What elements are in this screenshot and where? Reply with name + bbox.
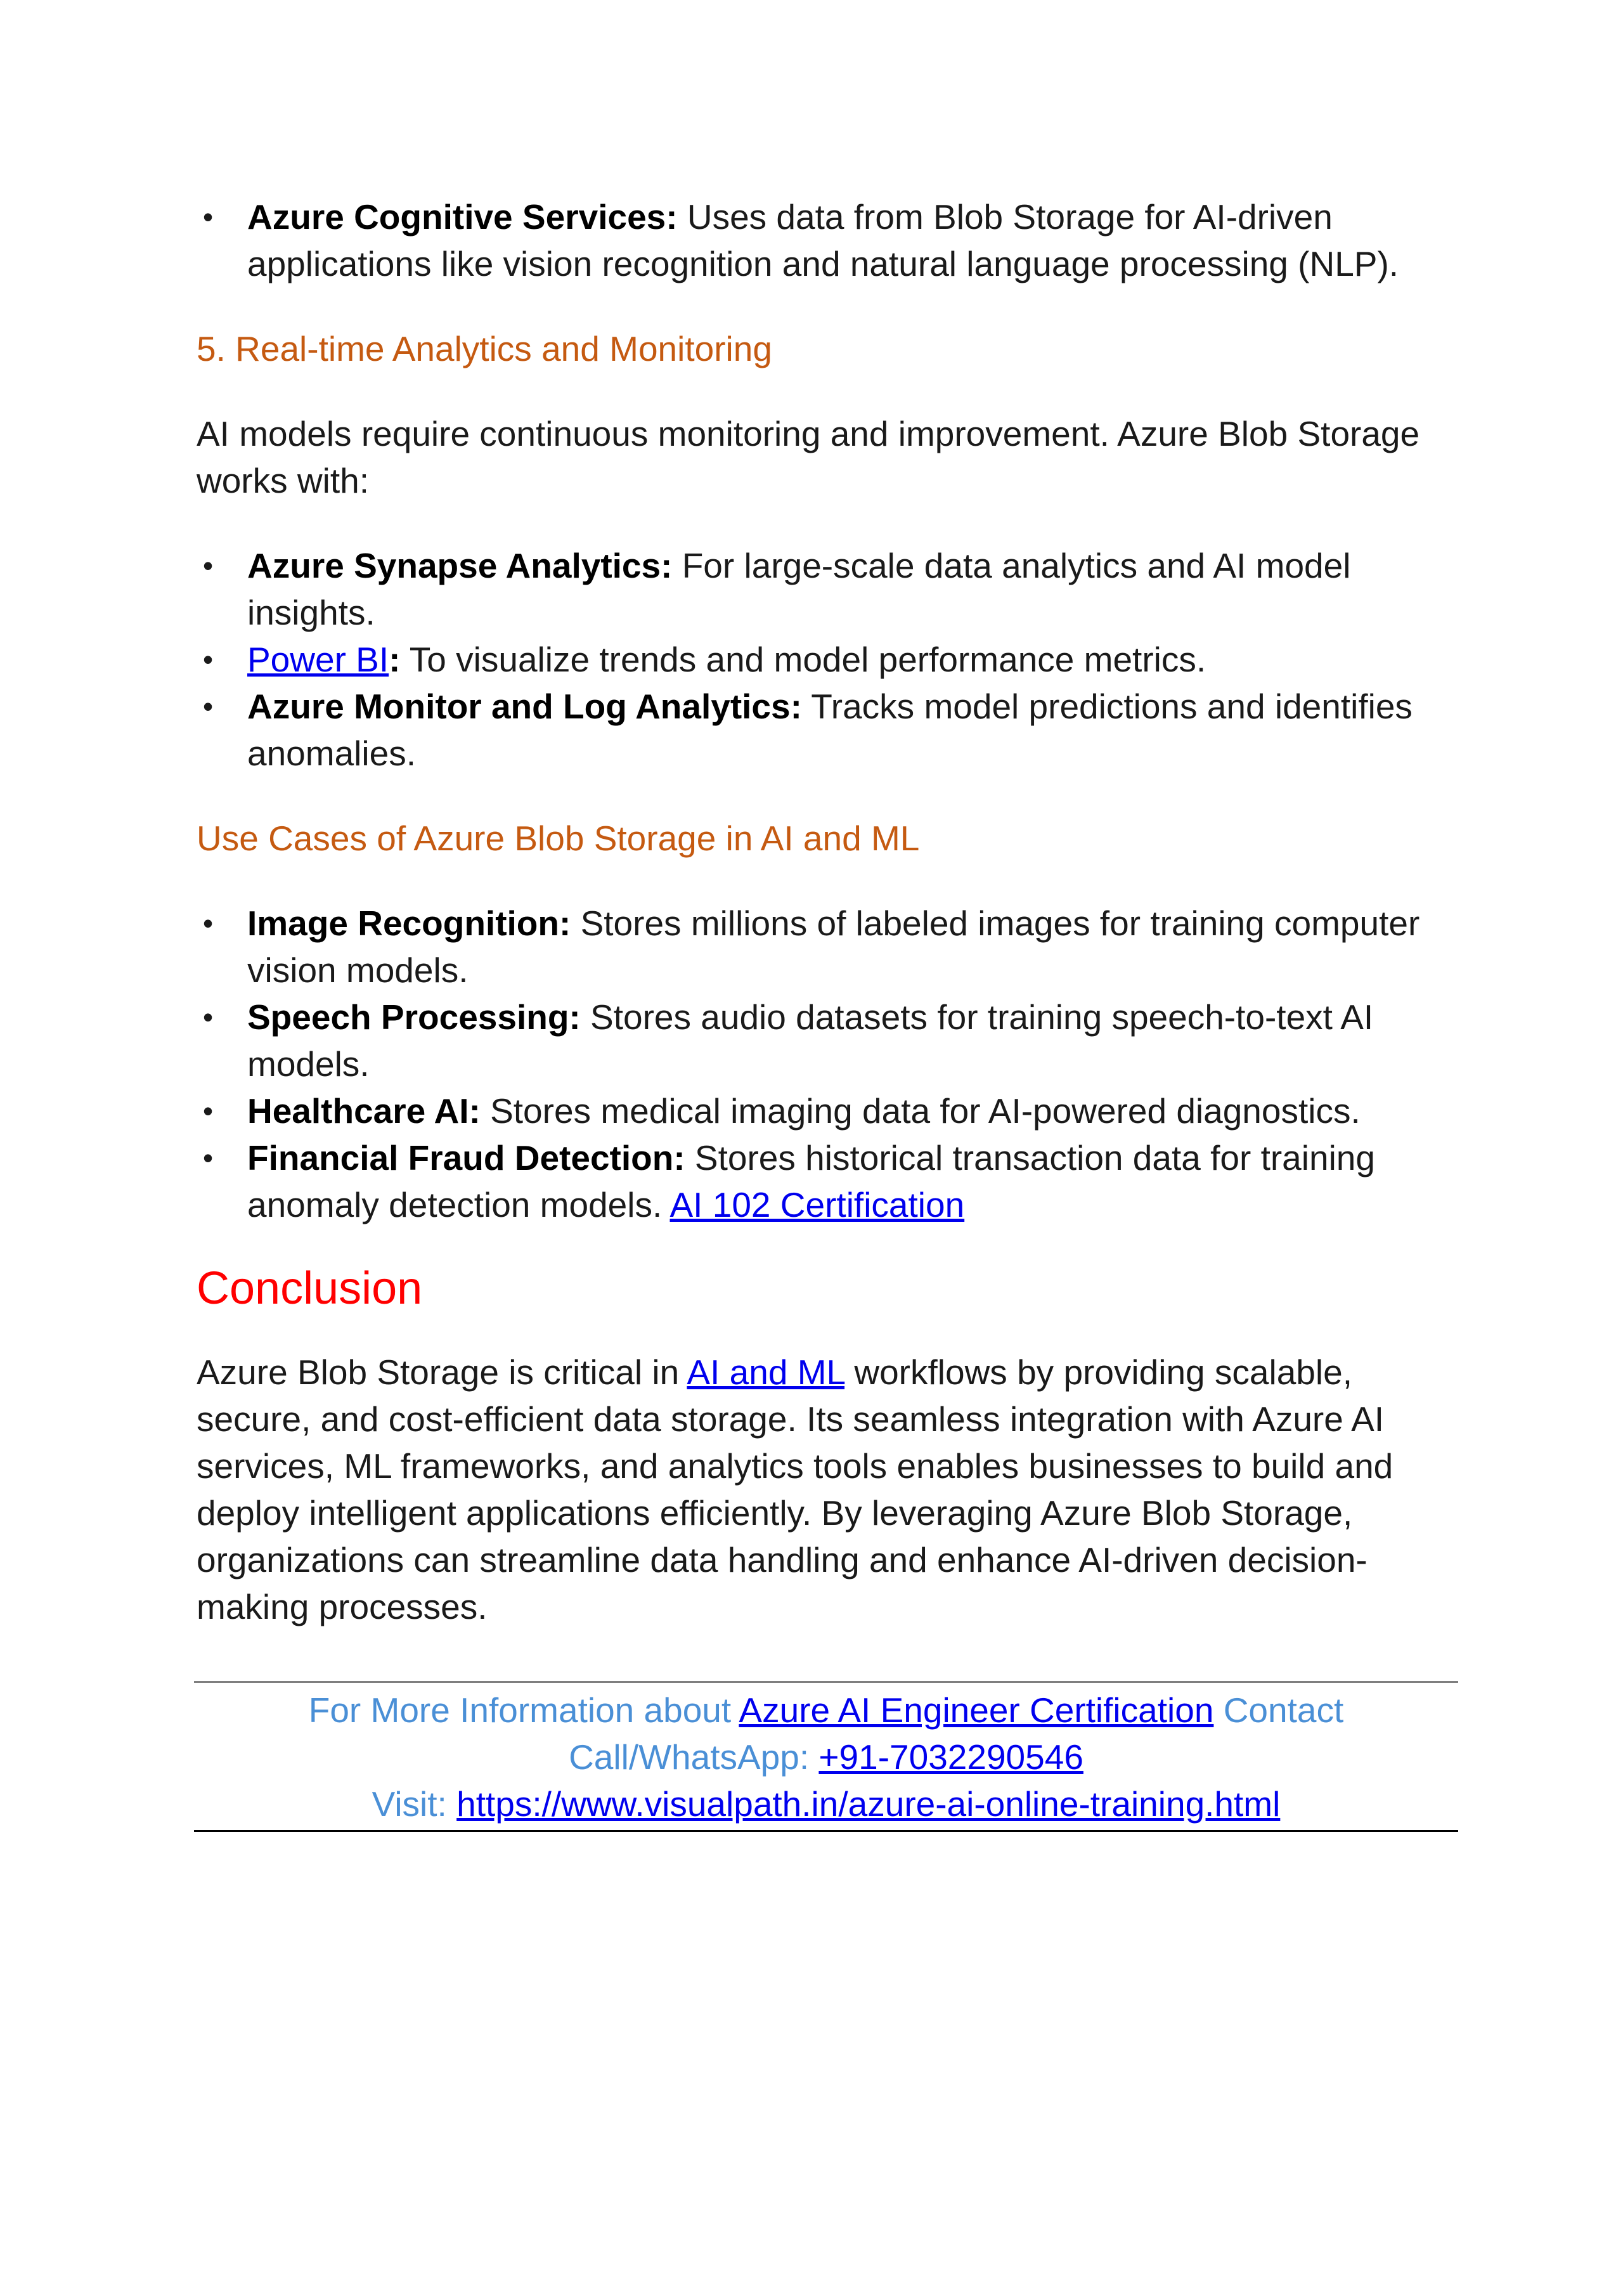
footer-line-2	[194, 1734, 1458, 1780]
conclusion-text-after: workflows by providing scalable, secure, and cost-efficient data storage. Its seamless integration with Azure AI services, ML frameworks, and analytics tools enables businesses to build and deploy intelligent applications efficiently. By leveraging Azure Blob Storage, organizations can streamline data handling and enhance AI-driven decision-making processes.	[197, 1352, 1393, 1626]
bullet-term: Speech Processing:	[247, 997, 581, 1037]
bullet-term: Azure Cognitive Services:	[247, 197, 678, 237]
bullet-icon: •	[203, 1001, 214, 1034]
bullet-text: For large-scale data analytics and AI model insights.	[247, 546, 1351, 632]
conclusion-paragraph	[197, 1349, 1433, 1630]
bullet-term: Azure Monitor and Log Analytics:	[247, 687, 802, 726]
use-cases-list	[197, 900, 1433, 1228]
list-item	[197, 994, 1433, 1087]
footer-line-3	[194, 1780, 1458, 1827]
footer-line1-prefix: For More Information about	[308, 1690, 739, 1730]
conclusion-text-before: Azure Blob Storage is critical in	[197, 1352, 687, 1392]
bullet-text: Stores audio datasets for training speech-to-text AI models.	[247, 997, 1374, 1084]
list-item	[197, 900, 1433, 994]
bullet-term: Healthcare AI:	[247, 1091, 481, 1131]
conclusion-heading: Conclusion	[197, 1263, 423, 1314]
phone-link[interactable]: +91-7032290546	[818, 1737, 1083, 1777]
bullet-icon: •	[203, 690, 214, 723]
website-link[interactable]: https://www.visualpath.in/azure-ai-online-training.html	[456, 1784, 1281, 1824]
azure-ai-engineer-link[interactable]: Azure AI Engineer Certification	[739, 1690, 1214, 1730]
list-item	[197, 1087, 1433, 1134]
list-item	[197, 636, 1433, 683]
list-item	[197, 542, 1433, 636]
realtime-intro: AI models require continuous monitoring and improvement. Azure Blob Storage works with:	[197, 414, 1420, 500]
bullet-text: Tracks model predictions and identifies anomalies.	[247, 687, 1413, 773]
footer-line3-prefix: Visit:	[372, 1784, 457, 1824]
footer-line-1	[194, 1687, 1458, 1734]
bullet-icon: •	[203, 1141, 214, 1174]
realtime-list	[197, 542, 1433, 777]
section-heading-realtime: 5. Real-time Analytics and Monitoring	[197, 329, 772, 368]
footer-contact	[194, 1681, 1458, 1832]
bullet-term: Image Recognition:	[247, 904, 571, 943]
bullet-term: :	[389, 640, 401, 679]
bullet-text: Stores medical imaging data for AI-powered diagnostics.	[480, 1091, 1361, 1131]
list-item	[197, 193, 1433, 287]
bullet-icon: •	[203, 200, 214, 233]
list-item	[197, 683, 1433, 777]
bullet-icon: •	[203, 1094, 214, 1127]
footer-line2-prefix: Call/WhatsApp:	[569, 1737, 819, 1777]
bullet-text: To visualize trends and model performance metrics.	[400, 640, 1206, 679]
list-item	[197, 1134, 1433, 1228]
power-bi-link[interactable]: Power BI	[247, 640, 389, 679]
footer-line1-suffix: Contact	[1213, 1690, 1344, 1730]
bullet-text: Uses data from Blob Storage for AI-driven applications like vision recognition and natural language processing (NLP).	[247, 197, 1399, 283]
bullet-icon: •	[203, 907, 214, 940]
section-heading-use-cases: Use Cases of Azure Blob Storage in AI and ML	[197, 819, 920, 858]
cognitive-list	[197, 193, 1433, 287]
bullet-icon: •	[203, 643, 214, 676]
bullet-term: Financial Fraud Detection:	[247, 1138, 685, 1177]
bullet-term: Azure Synapse Analytics:	[247, 546, 673, 585]
bullet-text: Stores historical transaction data for training anomaly detection models.	[247, 1138, 1375, 1224]
bullet-text: Stores millions of labeled images for training computer vision models.	[247, 904, 1420, 990]
ai-and-ml-link[interactable]: AI and ML	[687, 1352, 845, 1392]
bullet-icon: •	[203, 549, 214, 582]
ai-102-certification-link[interactable]: AI 102 Certification	[669, 1185, 965, 1224]
